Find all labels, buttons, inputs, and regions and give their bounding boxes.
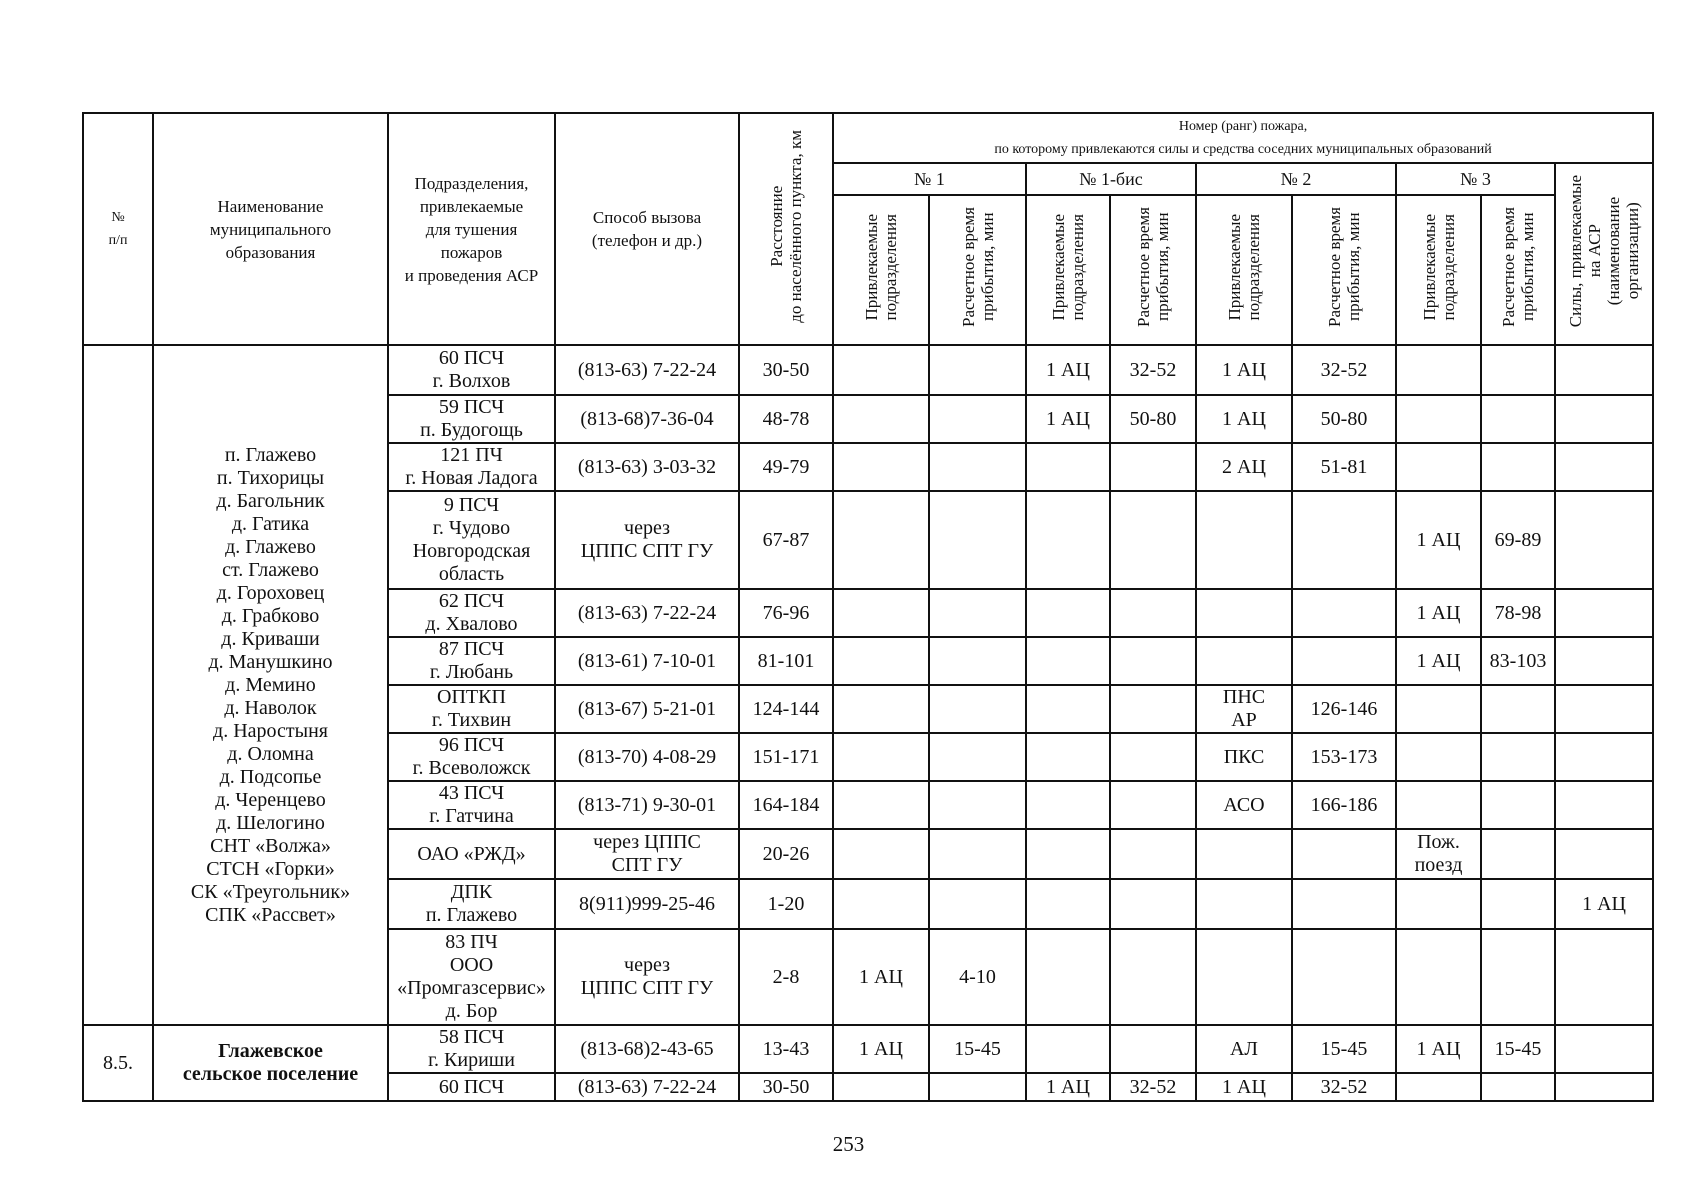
- rank2-units-cell: [1196, 929, 1292, 1025]
- rank2-time-cell: [1292, 829, 1396, 879]
- rank3-units-cell: [1396, 929, 1481, 1025]
- rank3-time-cell: 78-98: [1481, 589, 1555, 637]
- call-cell: (813-71) 9-30-01: [555, 781, 739, 829]
- rank3-time-cell: [1481, 879, 1555, 929]
- rank1-units-cell: [833, 829, 929, 879]
- rank2-units-cell: 1 АЦ: [1196, 345, 1292, 395]
- rank1bis-units-cell: 1 АЦ: [1026, 345, 1110, 395]
- asr-cell: [1555, 1073, 1653, 1101]
- call-cell: через ЦППС СПТ ГУ: [555, 929, 739, 1025]
- rank1bis-time-cell: [1110, 589, 1196, 637]
- rank3-units-cell: 1 АЦ: [1396, 637, 1481, 685]
- call-cell: через ЦППС СПТ ГУ: [555, 829, 739, 879]
- distance-cell: 30-50: [739, 345, 833, 395]
- rank3-time-cell: [1481, 345, 1555, 395]
- rank3-units-cell: [1396, 443, 1481, 491]
- distance-cell: 49-79: [739, 443, 833, 491]
- header-units: Подразделения, привлекаемые для тушения пожаров и проведения АСР: [388, 113, 555, 345]
- rank1bis-time-cell: [1110, 1025, 1196, 1073]
- header-rank-2-units: [1196, 195, 1292, 345]
- rank1-units-cell: [833, 443, 929, 491]
- rank3-time-cell: 15-45: [1481, 1025, 1555, 1073]
- distance-cell: 81-101: [739, 637, 833, 685]
- rank2-units-cell: [1196, 637, 1292, 685]
- rank1bis-units-cell: [1026, 733, 1110, 781]
- rank1-time-cell: [929, 637, 1026, 685]
- rank3-time-cell: [1481, 829, 1555, 879]
- header-rank-1-time-text: Расчетное время прибытия, мин: [958, 207, 997, 327]
- header-rank-3-units: [1396, 195, 1481, 345]
- rank3-units-cell: [1396, 345, 1481, 395]
- asr-cell: [1555, 345, 1653, 395]
- rank3-units-cell: [1396, 781, 1481, 829]
- rank1-time-cell: [929, 345, 1026, 395]
- unit-cell: ОПТКП г. Тихвин: [388, 685, 555, 733]
- rank1bis-units-cell: [1026, 589, 1110, 637]
- rank1bis-time-cell: [1110, 879, 1196, 929]
- call-cell: (813-61) 7-10-01: [555, 637, 739, 685]
- rank2-time-cell: 50-80: [1292, 395, 1396, 443]
- rank1bis-time-cell: 50-80: [1110, 395, 1196, 443]
- rank3-time-cell: [1481, 929, 1555, 1025]
- rank3-time-cell: 69-89: [1481, 491, 1555, 589]
- distance-cell: 20-26: [739, 829, 833, 879]
- unit-cell: 83 ПЧ ООО «Промгазсервис» д. Бор: [388, 929, 555, 1025]
- unit-cell: 87 ПСЧ г. Любань: [388, 637, 555, 685]
- rank1-time-cell: 15-45: [929, 1025, 1026, 1073]
- rank1bis-time-cell: [1110, 443, 1196, 491]
- unit-cell: 60 ПСЧ г. Волхов: [388, 345, 555, 395]
- unit-cell: ОАО «РЖД»: [388, 829, 555, 879]
- unit-cell: 9 ПСЧ г. Чудово Новгородская область: [388, 491, 555, 589]
- call-cell: (813-63) 7-22-24: [555, 589, 739, 637]
- header-rank-1-time: [929, 195, 1026, 345]
- header-rank-2-time-text: Расчетное время прибытия, мин: [1325, 207, 1363, 327]
- header-rank-1bis-time-text: Расчетное время прибытия, мин: [1134, 207, 1172, 327]
- distance-cell: 67-87: [739, 491, 833, 589]
- header-rank-2-time: [1292, 195, 1396, 345]
- distance-cell: 124-144: [739, 685, 833, 733]
- header-asr-text: Силы, привлекаемые на АСР (наименование организации): [1566, 174, 1643, 328]
- rank1bis-units-cell: 1 АЦ: [1026, 1073, 1110, 1101]
- rank2-units-cell: АЛ: [1196, 1025, 1292, 1073]
- header-rank-2: № 2: [1196, 163, 1396, 195]
- rank1bis-time-cell: [1110, 491, 1196, 589]
- rank2-time-cell: 32-52: [1292, 1073, 1396, 1101]
- call-cell: (813-63) 7-22-24: [555, 1073, 739, 1101]
- unit-cell: 62 ПСЧ д. Хвалово: [388, 589, 555, 637]
- header-rank-1-units: [833, 195, 929, 345]
- settlements-list: п. Глажево п. Тихорицы д. Багольник д. Гатика д. Глажево ст. Глажево д. Гороховец д. Грабково д. Криваши д. Манушкино д. Мемино д. Наволок д. Наростыня д. Оломна д. Подсопье д. Черенцево д. Шелогино СНТ «Волжа» СТСН «Горки» СК «Треугольник» СПК «Рассвет»: [153, 345, 388, 1025]
- rank1-time-cell: [929, 829, 1026, 879]
- rank1-time-cell: [929, 733, 1026, 781]
- rank2-time-cell: [1292, 589, 1396, 637]
- unit-cell: 121 ПЧ г. Новая Ладога: [388, 443, 555, 491]
- rank3-time-cell: [1481, 1073, 1555, 1101]
- row-number-cell: [83, 345, 153, 1025]
- distance-cell: 13-43: [739, 1025, 833, 1073]
- rank3-units-cell: [1396, 685, 1481, 733]
- rank2-time-cell: 126-146: [1292, 685, 1396, 733]
- rank1-units-cell: [833, 733, 929, 781]
- rank2-units-cell: 1 АЦ: [1196, 395, 1292, 443]
- unit-cell: 96 ПСЧ г. Всеволожск: [388, 733, 555, 781]
- rank1bis-time-cell: [1110, 929, 1196, 1025]
- rank1bis-units-cell: [1026, 491, 1110, 589]
- rank3-units-cell: [1396, 395, 1481, 443]
- asr-cell: [1555, 733, 1653, 781]
- rank3-units-cell: [1396, 879, 1481, 929]
- header-rank-title: Номер (ранг) пожара, по которому привлекаются силы и средства соседних муниципальных образований: [833, 113, 1653, 163]
- distance-cell: 30-50: [739, 1073, 833, 1101]
- rank1-time-cell: [929, 589, 1026, 637]
- distance-cell: 164-184: [739, 781, 833, 829]
- rank1-time-cell: 4-10: [929, 929, 1026, 1025]
- asr-cell: [1555, 685, 1653, 733]
- unit-cell: 43 ПСЧ г. Гатчина: [388, 781, 555, 829]
- header-call-method: Способ вызова (телефон и др.): [555, 113, 739, 345]
- rank1bis-time-cell: 32-52: [1110, 345, 1196, 395]
- asr-cell: [1555, 1025, 1653, 1073]
- rank1-units-cell: [833, 491, 929, 589]
- rank1-time-cell: [929, 879, 1026, 929]
- rank1bis-time-cell: [1110, 733, 1196, 781]
- distance-cell: 151-171: [739, 733, 833, 781]
- rank1-time-cell: [929, 491, 1026, 589]
- rank2-units-cell: 1 АЦ: [1196, 1073, 1292, 1101]
- rank1bis-units-cell: [1026, 929, 1110, 1025]
- rank2-units-cell: АСО: [1196, 781, 1292, 829]
- distance-cell: 76-96: [739, 589, 833, 637]
- call-cell: через ЦППС СПТ ГУ: [555, 491, 739, 589]
- rank1bis-units-cell: [1026, 829, 1110, 879]
- call-cell: (813-63) 7-22-24: [555, 345, 739, 395]
- rank1bis-units-cell: [1026, 443, 1110, 491]
- header-rank-1: № 1: [833, 163, 1026, 195]
- rank1-units-cell: [833, 589, 929, 637]
- rank1-time-cell: [929, 1073, 1026, 1101]
- asr-cell: [1555, 637, 1653, 685]
- call-cell: (813-70) 4-08-29: [555, 733, 739, 781]
- rank2-time-cell: 153-173: [1292, 733, 1396, 781]
- asr-cell: [1555, 781, 1653, 829]
- rank1-time-cell: [929, 443, 1026, 491]
- rank2-time-cell: [1292, 879, 1396, 929]
- asr-cell: [1555, 589, 1653, 637]
- header-number: № п/п: [83, 113, 153, 345]
- rank1bis-units-cell: 1 АЦ: [1026, 395, 1110, 443]
- header-rank-1bis-units-text: Привлекаемые подразделения: [1049, 213, 1087, 321]
- header-rank-3-units-text: Привлекаемые подразделения: [1419, 213, 1458, 321]
- rank1bis-units-cell: [1026, 879, 1110, 929]
- rank3-units-cell: [1396, 1073, 1481, 1101]
- table-row: [83, 1025, 1653, 1073]
- rank3-time-cell: [1481, 781, 1555, 829]
- unit-cell: 59 ПСЧ п. Будогощь: [388, 395, 555, 443]
- rank2-units-cell: [1196, 829, 1292, 879]
- asr-cell: [1555, 395, 1653, 443]
- distance-cell: 2-8: [739, 929, 833, 1025]
- call-cell: (813-67) 5-21-01: [555, 685, 739, 733]
- rank2-time-cell: [1292, 637, 1396, 685]
- rank1bis-time-cell: 32-52: [1110, 1073, 1196, 1101]
- rank2-time-cell: 32-52: [1292, 345, 1396, 395]
- unit-cell: ДПК п. Глажево: [388, 879, 555, 929]
- header-rank-3-time-text: Расчетное время прибытия, мин: [1499, 207, 1537, 327]
- rank1bis-time-cell: [1110, 781, 1196, 829]
- rank1bis-units-cell: [1026, 781, 1110, 829]
- rank1bis-units-cell: [1026, 637, 1110, 685]
- call-cell: (813-68)2-43-65: [555, 1025, 739, 1073]
- unit-cell: 60 ПСЧ: [388, 1073, 555, 1101]
- rank3-time-cell: 83-103: [1481, 637, 1555, 685]
- rank2-time-cell: 51-81: [1292, 443, 1396, 491]
- fire-forces-table: [82, 112, 1654, 1102]
- rank3-units-cell: 1 АЦ: [1396, 1025, 1481, 1073]
- rank2-units-cell: ПКС: [1196, 733, 1292, 781]
- rank1-units-cell: [833, 395, 929, 443]
- table-row: [83, 345, 1653, 395]
- rank1-units-cell: [833, 879, 929, 929]
- header-rank-1bis-units: [1026, 195, 1110, 345]
- rank1-time-cell: [929, 395, 1026, 443]
- rank1bis-time-cell: [1110, 637, 1196, 685]
- header-rank-3: № 3: [1396, 163, 1555, 195]
- rank3-time-cell: [1481, 685, 1555, 733]
- rank2-time-cell: 15-45: [1292, 1025, 1396, 1073]
- distance-cell: 48-78: [739, 395, 833, 443]
- asr-cell: [1555, 443, 1653, 491]
- rank1-units-cell: [833, 637, 929, 685]
- header-rank-1bis-time: [1110, 195, 1196, 345]
- rank3-units-cell: 1 АЦ: [1396, 491, 1481, 589]
- asr-cell: [1555, 929, 1653, 1025]
- rank1-units-cell: [833, 345, 929, 395]
- rank1bis-units-cell: [1026, 685, 1110, 733]
- rank1-units-cell: [833, 685, 929, 733]
- rank2-units-cell: ПНС АР: [1196, 685, 1292, 733]
- rank2-units-cell: [1196, 879, 1292, 929]
- municipality-name: Глажевское сельское поселение: [153, 1025, 388, 1101]
- rank3-time-cell: [1481, 395, 1555, 443]
- rank1bis-time-cell: [1110, 829, 1196, 879]
- rank2-time-cell: 166-186: [1292, 781, 1396, 829]
- page-number: 253: [832, 1132, 865, 1156]
- header-distance-text: Расстояние до населённого пункта, км: [767, 129, 805, 323]
- rank1-units-cell: 1 АЦ: [833, 929, 929, 1025]
- header-rank-1bis: № 1-бис: [1026, 163, 1196, 195]
- rank1-units-cell: [833, 781, 929, 829]
- rank2-units-cell: [1196, 491, 1292, 589]
- header-municipality: Наименование муниципального образования: [153, 113, 388, 345]
- rank3-time-cell: [1481, 443, 1555, 491]
- header-rank-3-time: [1481, 195, 1555, 345]
- call-cell: (813-68)7-36-04: [555, 395, 739, 443]
- header-distance: [739, 113, 833, 345]
- rank1-time-cell: [929, 685, 1026, 733]
- rank2-units-cell: 2 АЦ: [1196, 443, 1292, 491]
- rank2-time-cell: [1292, 491, 1396, 589]
- rank3-units-cell: [1396, 733, 1481, 781]
- header-rank-1-units-text: Привлекаемые подразделения: [862, 213, 900, 321]
- rank1-time-cell: [929, 781, 1026, 829]
- section-number: 8.5.: [83, 1025, 153, 1101]
- header-rank-2-units-text: Привлекаемые подразделения: [1225, 213, 1263, 321]
- rank3-units-cell: 1 АЦ: [1396, 589, 1481, 637]
- asr-cell: [1555, 829, 1653, 879]
- rank3-time-cell: [1481, 733, 1555, 781]
- rank1-units-cell: 1 АЦ: [833, 1025, 929, 1073]
- rank2-units-cell: [1196, 589, 1292, 637]
- rank1bis-time-cell: [1110, 685, 1196, 733]
- rank2-time-cell: [1292, 929, 1396, 1025]
- call-cell: (813-63) 3-03-32: [555, 443, 739, 491]
- unit-cell: 58 ПСЧ г. Кириши: [388, 1025, 555, 1073]
- asr-cell: 1 АЦ: [1555, 879, 1653, 929]
- rank1-units-cell: [833, 1073, 929, 1101]
- rank3-units-cell: Пож. поезд: [1396, 829, 1481, 879]
- asr-cell: [1555, 491, 1653, 589]
- distance-cell: 1-20: [739, 879, 833, 929]
- header-asr: [1555, 163, 1653, 345]
- rank1bis-units-cell: [1026, 1025, 1110, 1073]
- call-cell: 8(911)999-25-46: [555, 879, 739, 929]
